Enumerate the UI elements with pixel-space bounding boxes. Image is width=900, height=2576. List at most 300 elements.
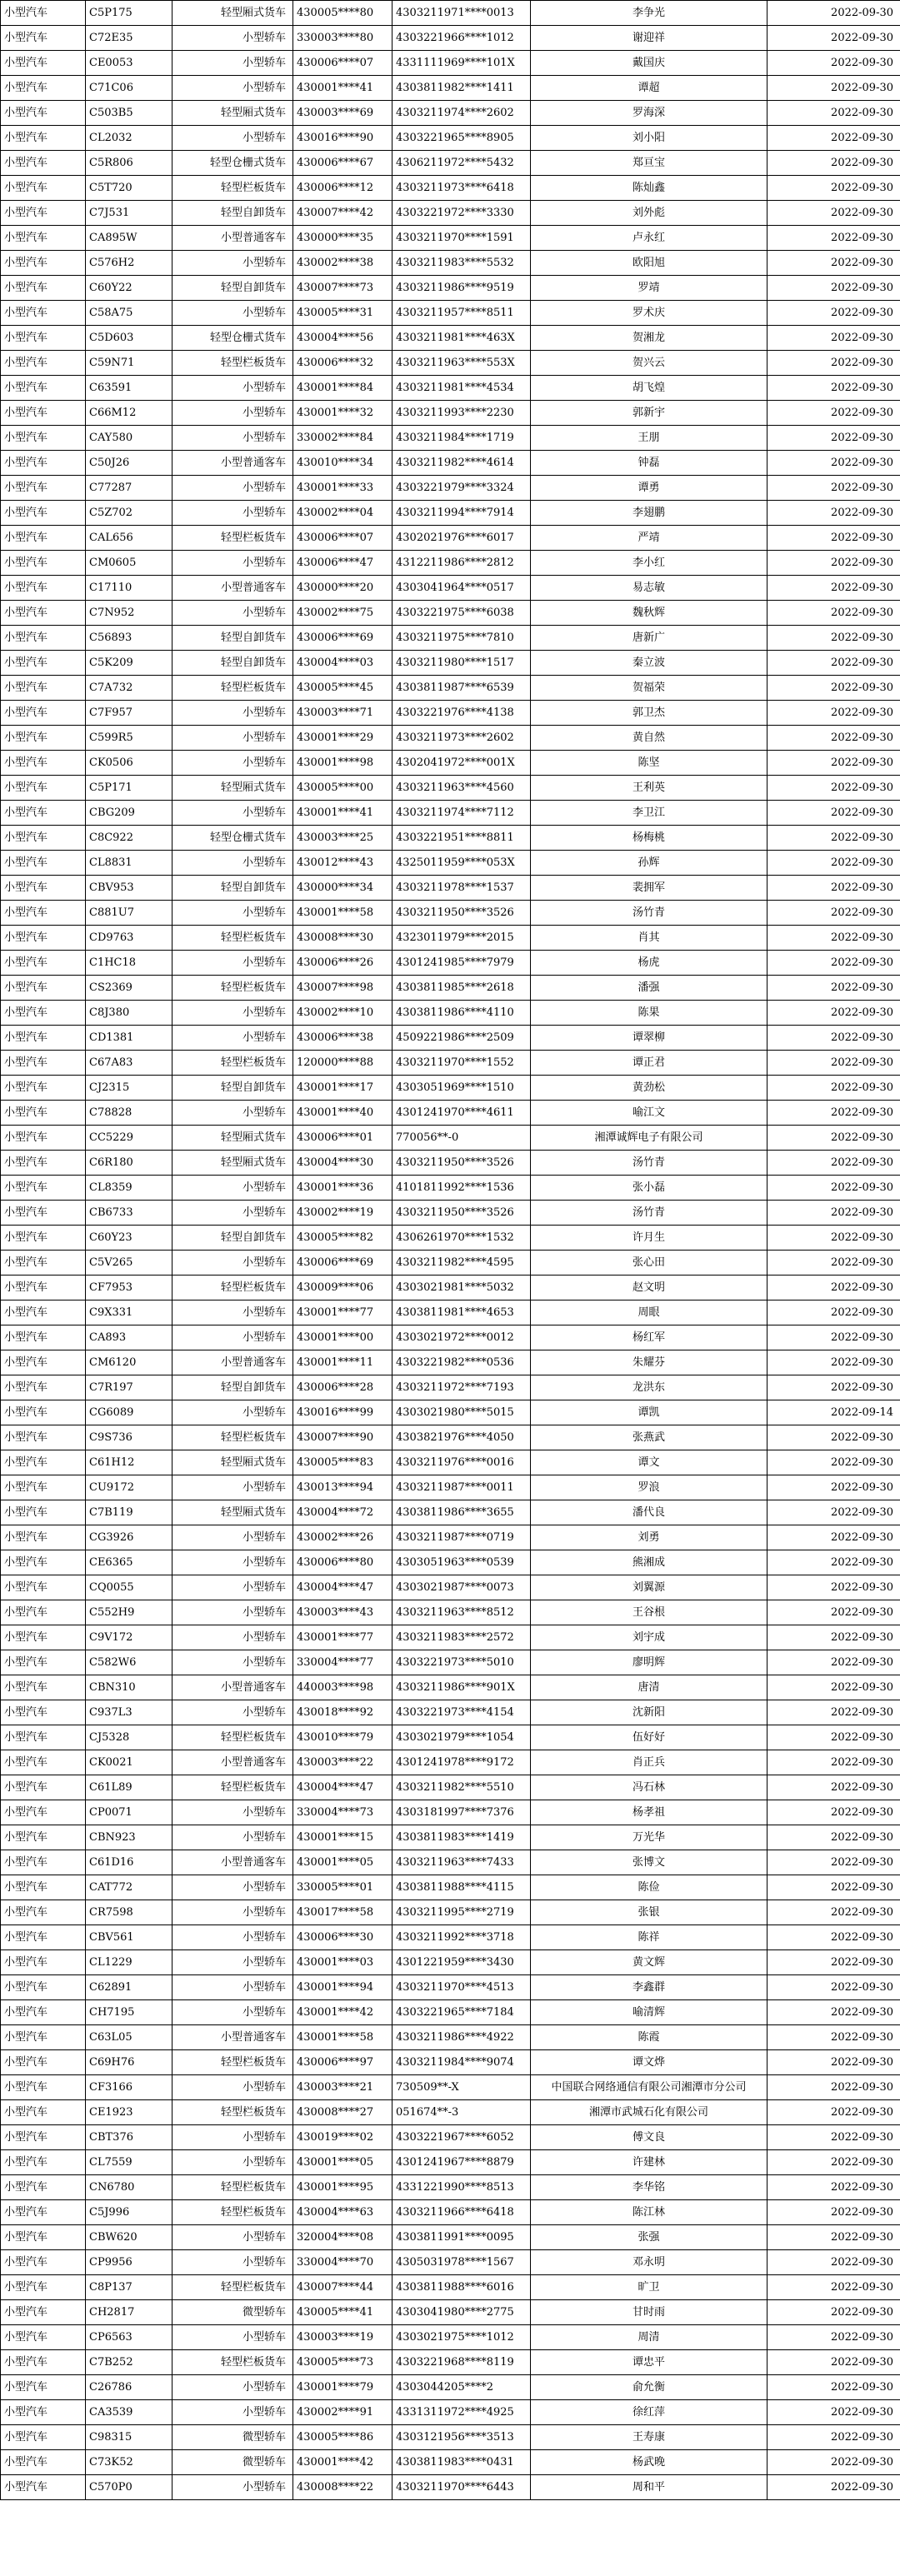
phone-cell: 430012****43 [293,851,392,876]
date-cell: 2022-09-30 [768,2250,900,2275]
plate-number-cell: CL1229 [86,1950,172,1975]
vehicle-class-cell: 微型轿车 [172,2425,293,2450]
vehicle-class-cell: 小型普通客车 [172,451,293,476]
date-cell: 2022-09-30 [768,351,900,376]
plate-number-cell: CBN923 [86,1825,172,1850]
owner-name-cell: 周和平 [531,2475,768,2500]
plate-number-cell: C60Y22 [86,276,172,301]
vehicle-class-cell: 小型普通客车 [172,1675,293,1700]
vehicle-class-cell: 小型轿车 [172,1650,293,1675]
phone-cell: 430001****41 [293,801,392,826]
date-cell: 2022-09-30 [768,701,900,726]
id-number-cell: 4303211983****5532 [392,251,531,276]
id-number-cell: 4303211995****2719 [392,1900,531,1925]
owner-name-cell: 唐新广 [531,626,768,651]
plate-number-cell: C9V172 [86,1625,172,1650]
vehicle-type-cell: 小型汽车 [1,2200,86,2225]
vehicle-type-cell: 小型汽车 [1,526,86,551]
plate-number-cell: CS2369 [86,976,172,1001]
vehicle-type-cell: 小型汽车 [1,51,86,76]
owner-name-cell: 刘翼源 [531,1575,768,1600]
table-row [1,2000,900,2025]
vehicle-class-cell: 轻型栏板货车 [172,176,293,201]
owner-name-cell: 陈坚 [531,751,768,776]
plate-number-cell: CN6780 [86,2175,172,2200]
phone-cell: 330004****70 [293,2250,392,2275]
vehicle-type-cell: 小型汽车 [1,1,86,26]
table-row [1,726,900,751]
vehicle-class-cell: 小型轿车 [172,51,293,76]
vehicle-type-cell: 小型汽车 [1,1026,86,1051]
table-row [1,1276,900,1300]
id-number-cell: 4303211950****3526 [392,901,531,926]
owner-name-cell: 万光华 [531,1825,768,1850]
owner-name-cell: 罗浪 [531,1475,768,1500]
phone-cell: 430004****03 [293,651,392,676]
id-number-cell: 4303211973****6418 [392,176,531,201]
vehicle-class-cell: 小型轿车 [172,76,293,101]
plate-number-cell: CC5229 [86,1126,172,1151]
date-cell: 2022-09-30 [768,2425,900,2450]
table-row [1,976,900,1001]
vehicle-type-cell: 小型汽车 [1,2000,86,2025]
owner-name-cell: 许月生 [531,1226,768,1251]
vehicle-class-cell: 小型轿车 [172,1550,293,1575]
id-number-cell: 4303211982****4614 [392,451,531,476]
phone-cell: 430001****03 [293,1950,392,1975]
vehicle-type-cell: 小型汽车 [1,1251,86,1276]
id-number-cell: 4303221973****5010 [392,1650,531,1675]
plate-number-cell: C582W6 [86,1650,172,1675]
vehicle-type-cell: 小型汽车 [1,1725,86,1750]
vehicle-class-cell: 小型轿车 [172,1251,293,1276]
plate-number-cell: C8C922 [86,826,172,851]
owner-name-cell: 伍好好 [531,1725,768,1750]
vehicle-type-cell: 小型汽车 [1,901,86,926]
plate-number-cell: C69H76 [86,2050,172,2075]
id-number-cell: 4303211987****0719 [392,1525,531,1550]
vehicle-class-cell: 轻型栏板货车 [172,526,293,551]
owner-name-cell: 熊湘成 [531,1550,768,1575]
vehicle-type-cell: 小型汽车 [1,201,86,226]
plate-number-cell: CU9172 [86,1475,172,1500]
date-cell: 2022-09-30 [768,1900,900,1925]
plate-number-cell: CBN310 [86,1675,172,1700]
plate-number-cell: CE1923 [86,2100,172,2125]
phone-cell: 430013****94 [293,1475,392,1500]
phone-cell: 430001****58 [293,2025,392,2050]
table-row [1,651,900,676]
vehicle-class-cell: 轻型厢式货车 [172,776,293,801]
plate-number-cell: C72E35 [86,26,172,51]
vehicle-type-cell: 小型汽车 [1,851,86,876]
owner-name-cell: 陈霞 [531,2025,768,2050]
plate-number-cell: CAT772 [86,1875,172,1900]
plate-number-cell: CBV561 [86,1925,172,1950]
vehicle-class-cell: 轻型栏板货车 [172,1775,293,1800]
owner-name-cell: 张燕武 [531,1425,768,1450]
id-number-cell: 4303211972****7193 [392,1375,531,1400]
owner-name-cell: 易志敏 [531,576,768,601]
plate-number-cell: CBW620 [86,2225,172,2250]
vehicle-type-cell: 小型汽车 [1,351,86,376]
vehicle-type-cell: 小型汽车 [1,2150,86,2175]
phone-cell: 430006****69 [293,626,392,651]
vehicle-type-cell: 小型汽车 [1,801,86,826]
id-number-cell: 4303221982****0536 [392,1350,531,1375]
phone-cell: 430001****42 [293,2450,392,2475]
phone-cell: 430004****63 [293,2200,392,2225]
vehicle-type-cell: 小型汽车 [1,451,86,476]
phone-cell: 330005****01 [293,1875,392,1900]
vehicle-class-cell: 轻型厢式货车 [172,101,293,126]
id-number-cell: 4303211950****3526 [392,1201,531,1226]
vehicle-type-cell: 小型汽车 [1,1300,86,1325]
table-row [1,1775,900,1800]
vehicle-class-cell: 小型轿车 [172,2075,293,2100]
plate-number-cell: CL7559 [86,2150,172,2175]
phone-cell: 430006****80 [293,1550,392,1575]
date-cell: 2022-09-30 [768,1825,900,1850]
phone-cell: 430005****00 [293,776,392,801]
phone-cell: 430005****31 [293,301,392,326]
id-number-cell: 4303811986****4110 [392,1001,531,1026]
id-number-cell: 4303211987****0011 [392,1475,531,1500]
vehicle-type-cell: 小型汽车 [1,1425,86,1450]
date-cell: 2022-09-30 [768,1176,900,1201]
id-number-cell: 4101811992****1536 [392,1176,531,1201]
vehicle-type-cell: 小型汽车 [1,701,86,726]
date-cell: 2022-09-30 [768,951,900,976]
vehicle-type-cell: 小型汽车 [1,2425,86,2450]
phone-cell: 330002****84 [293,426,392,451]
plate-number-cell: CH2817 [86,2300,172,2325]
owner-name-cell: 杨梅桃 [531,826,768,851]
vehicle-type-cell: 小型汽车 [1,776,86,801]
owner-name-cell: 俞允衡 [531,2375,768,2400]
plate-number-cell: C7J531 [86,201,172,226]
phone-cell: 430001****15 [293,1825,392,1850]
table-row [1,1051,900,1076]
date-cell: 2022-09-30 [768,2075,900,2100]
plate-number-cell: CAL656 [86,526,172,551]
plate-number-cell: C78828 [86,1101,172,1126]
date-cell: 2022-09-30 [768,51,900,76]
plate-number-cell: C552H9 [86,1600,172,1625]
table-row [1,2425,900,2450]
vehicle-class-cell: 轻型自卸货车 [172,201,293,226]
owner-name-cell: 龙洪东 [531,1375,768,1400]
plate-number-cell: C50J26 [86,451,172,476]
vehicle-class-cell: 小型轿车 [172,1101,293,1126]
phone-cell: 430001****58 [293,901,392,926]
date-cell: 2022-09-30 [768,1600,900,1625]
date-cell: 2022-09-30 [768,1425,900,1450]
owner-name-cell: 廖明辉 [531,1650,768,1675]
id-number-cell: 4303221973****4154 [392,1700,531,1725]
table-row [1,2100,900,2125]
table-row [1,1001,900,1026]
date-cell: 2022-09-30 [768,2025,900,2050]
vehicle-class-cell: 小型轿车 [172,2475,293,2500]
owner-name-cell: 郭新宇 [531,401,768,426]
vehicle-class-cell: 小型普通客车 [172,576,293,601]
date-cell: 2022-09-30 [768,2275,900,2300]
table-row [1,1825,900,1850]
vehicle-type-cell: 小型汽车 [1,1375,86,1400]
phone-cell: 330004****77 [293,1650,392,1675]
id-number-cell: 4303211976****0016 [392,1450,531,1475]
owner-name-cell: 中国联合网络通信有限公司湘潭市分公司 [531,2075,768,2100]
table-row [1,151,900,176]
phone-cell: 430003****43 [293,1600,392,1625]
phone-cell: 430006****07 [293,51,392,76]
plate-number-cell: CJ5328 [86,1725,172,1750]
table-row [1,426,900,451]
phone-cell: 430003****19 [293,2325,392,2350]
table-row [1,801,900,826]
id-number-cell: 4301241978****9172 [392,1750,531,1775]
id-number-cell: 4303221968****8119 [392,2350,531,2375]
plate-number-cell: CBT376 [86,2125,172,2150]
plate-number-cell: C5R806 [86,151,172,176]
vehicle-class-cell: 小型轿车 [172,2250,293,2275]
plate-number-cell: C8P137 [86,2275,172,2300]
date-cell: 2022-09-30 [768,1550,900,1575]
table-body [1,1,900,2500]
table-row [1,176,900,201]
id-number-cell: 4303211966****6418 [392,2200,531,2225]
vehicle-type-cell: 小型汽车 [1,151,86,176]
phone-cell: 430007****44 [293,2275,392,2300]
owner-name-cell: 刘外彪 [531,201,768,226]
owner-name-cell: 陈灿鑫 [531,176,768,201]
plate-number-cell: CA893 [86,1325,172,1350]
plate-number-cell: CL2032 [86,126,172,151]
plate-number-cell: CP9956 [86,2250,172,2275]
vehicle-class-cell: 小型轿车 [172,2225,293,2250]
date-cell: 2022-09-30 [768,876,900,901]
vehicle-class-cell: 小型轿车 [172,2150,293,2175]
phone-cell: 430001****32 [293,401,392,426]
plate-number-cell: C63591 [86,376,172,401]
date-cell: 2022-09-30 [768,2125,900,2150]
phone-cell: 430006****32 [293,351,392,376]
vehicle-type-cell: 小型汽车 [1,2325,86,2350]
id-number-cell: 4509221986****2509 [392,1026,531,1051]
owner-name-cell: 陈俭 [531,1875,768,1900]
vehicle-type-cell: 小型汽车 [1,1875,86,1900]
table-row [1,451,900,476]
id-number-cell: 4303181997****7376 [392,1800,531,1825]
id-number-cell: 4303211982****5510 [392,1775,531,1800]
plate-number-cell: C576H2 [86,251,172,276]
table-row [1,1550,900,1575]
table-row [1,676,900,701]
owner-name-cell: 罗术庆 [531,301,768,326]
phone-cell: 430001****05 [293,1850,392,1875]
vehicle-type-cell: 小型汽车 [1,2450,86,2475]
id-number-cell: 4312211986****2812 [392,551,531,576]
date-cell: 2022-09-30 [768,726,900,751]
vehicle-class-cell: 小型轿车 [172,701,293,726]
phone-cell: 430006****97 [293,2050,392,2075]
date-cell: 2022-09-30 [768,201,900,226]
phone-cell: 430003****22 [293,1750,392,1775]
id-number-cell: 4303221951****8811 [392,826,531,851]
table-row [1,1900,900,1925]
vehicle-class-cell: 轻型栏板货车 [172,926,293,951]
id-number-cell: 4303044205****2 [392,2375,531,2400]
table-row [1,101,900,126]
date-cell: 2022-09-30 [768,1450,900,1475]
date-cell: 2022-09-30 [768,301,900,326]
owner-name-cell: 喻清辉 [531,2000,768,2025]
id-number-cell: 4303211983****2572 [392,1625,531,1650]
vehicle-type-cell: 小型汽车 [1,551,86,576]
id-number-cell: 4303211982****4595 [392,1251,531,1276]
id-number-cell: 4303811985****2618 [392,976,531,1001]
table-row [1,2275,900,2300]
table-row [1,251,900,276]
table-row [1,2375,900,2400]
date-cell: 2022-09-30 [768,1350,900,1375]
vehicle-type-cell: 小型汽车 [1,26,86,51]
plate-number-cell: C58A75 [86,301,172,326]
id-number-cell: 4306211972****5432 [392,151,531,176]
owner-name-cell: 汤竹青 [531,1151,768,1176]
phone-cell: 430010****34 [293,451,392,476]
date-cell: 2022-09-30 [768,2475,900,2500]
owner-name-cell: 沈新阳 [531,1700,768,1725]
owner-name-cell: 谭超 [531,76,768,101]
owner-name-cell: 陈江林 [531,2200,768,2225]
date-cell: 2022-09-30 [768,2050,900,2075]
id-number-cell: 4323011979****2015 [392,926,531,951]
owner-name-cell: 谭文 [531,1450,768,1475]
owner-name-cell: 黄自然 [531,726,768,751]
plate-number-cell: C17110 [86,576,172,601]
vehicle-type-cell: 小型汽车 [1,601,86,626]
phone-cell: 430001****40 [293,1101,392,1126]
table-row [1,1325,900,1350]
vehicle-class-cell: 轻型自卸货车 [172,1226,293,1251]
table-row [1,926,900,951]
date-cell: 2022-09-30 [768,401,900,426]
vehicle-type-cell: 小型汽车 [1,276,86,301]
date-cell: 2022-09-30 [768,776,900,801]
table-row [1,1,900,26]
vehicle-type-cell: 小型汽车 [1,1226,86,1251]
date-cell: 2022-09-30 [768,1525,900,1550]
id-number-cell: 4303051969****1510 [392,1076,531,1101]
date-cell: 2022-09-30 [768,1276,900,1300]
table-row [1,2350,900,2375]
vehicle-type-cell: 小型汽车 [1,1400,86,1425]
vehicle-class-cell: 小型轿车 [172,301,293,326]
vehicle-type-cell: 小型汽车 [1,1176,86,1201]
plate-number-cell: CD9763 [86,926,172,951]
owner-name-cell: 欧阳旭 [531,251,768,276]
date-cell: 2022-09-30 [768,1076,900,1101]
vehicle-class-cell: 小型轿车 [172,1475,293,1500]
date-cell: 2022-09-30 [768,76,900,101]
plate-number-cell: CAY580 [86,426,172,451]
id-number-cell: 4303811991****0095 [392,2225,531,2250]
date-cell: 2022-09-30 [768,2150,900,2175]
phone-cell: 430010****79 [293,1725,392,1750]
table-row [1,601,900,626]
owner-name-cell: 湘潭诚辉电子有限公司 [531,1126,768,1151]
phone-cell: 430002****19 [293,1201,392,1226]
id-number-cell: 4303041964****0517 [392,576,531,601]
vehicle-type-cell: 小型汽车 [1,301,86,326]
vehicle-class-cell: 轻型栏板货车 [172,2350,293,2375]
id-number-cell: 4303211974****2602 [392,101,531,126]
table-row [1,2175,900,2200]
owner-name-cell: 谭翠柳 [531,1026,768,1051]
owner-name-cell: 钟磊 [531,451,768,476]
table-row [1,1525,900,1550]
vehicle-class-cell: 小型轿车 [172,1026,293,1051]
vehicle-class-cell: 轻型栏板货车 [172,2100,293,2125]
owner-name-cell: 刘小阳 [531,126,768,151]
vehicle-type-cell: 小型汽车 [1,1101,86,1126]
owner-name-cell: 张银 [531,1900,768,1925]
vehicle-type-cell: 小型汽车 [1,1325,86,1350]
id-number-cell: 730509**-X [392,2075,531,2100]
date-cell: 2022-09-30 [768,1,900,26]
table-row [1,2450,900,2475]
phone-cell: 430006****26 [293,951,392,976]
vehicle-class-cell: 轻型栏板货车 [172,1051,293,1076]
table-row [1,2250,900,2275]
date-cell: 2022-09-30 [768,1475,900,1500]
vehicle-class-cell: 小型轿车 [172,401,293,426]
id-number-cell: 4303041980****2775 [392,2300,531,2325]
vehicle-class-cell: 小型轿车 [172,376,293,401]
id-number-cell: 4325011959****053X [392,851,531,876]
vehicle-type-cell: 小型汽车 [1,976,86,1001]
id-number-cell: 4303211970****4513 [392,1975,531,2000]
vehicle-class-cell: 轻型栏板货车 [172,2175,293,2200]
id-number-cell: 4303211973****2602 [392,726,531,751]
vehicle-type-cell: 小型汽车 [1,751,86,776]
vehicle-class-cell: 小型普通客车 [172,2025,293,2050]
plate-number-cell: CF7953 [86,1276,172,1300]
date-cell: 2022-09-30 [768,1500,900,1525]
vehicle-class-cell: 小型普通客车 [172,1750,293,1775]
owner-name-cell: 李华铭 [531,2175,768,2200]
phone-cell: 430001****95 [293,2175,392,2200]
date-cell: 2022-09-30 [768,2200,900,2225]
vehicle-type-cell: 小型汽车 [1,476,86,501]
table-row [1,751,900,776]
phone-cell: 430000****35 [293,226,392,251]
table-row [1,1650,900,1675]
owner-name-cell: 杨虎 [531,951,768,976]
vehicle-class-cell: 小型普通客车 [172,1350,293,1375]
vehicle-class-cell: 小型轿车 [172,501,293,526]
id-number-cell: 4303811983****0431 [392,2450,531,2475]
date-cell: 2022-09-30 [768,1201,900,1226]
plate-number-cell: C9S736 [86,1425,172,1450]
phone-cell: 430001****94 [293,1975,392,2000]
table-row [1,1425,900,1450]
table-row [1,1475,900,1500]
table-row [1,701,900,726]
vehicle-type-cell: 小型汽车 [1,1750,86,1775]
